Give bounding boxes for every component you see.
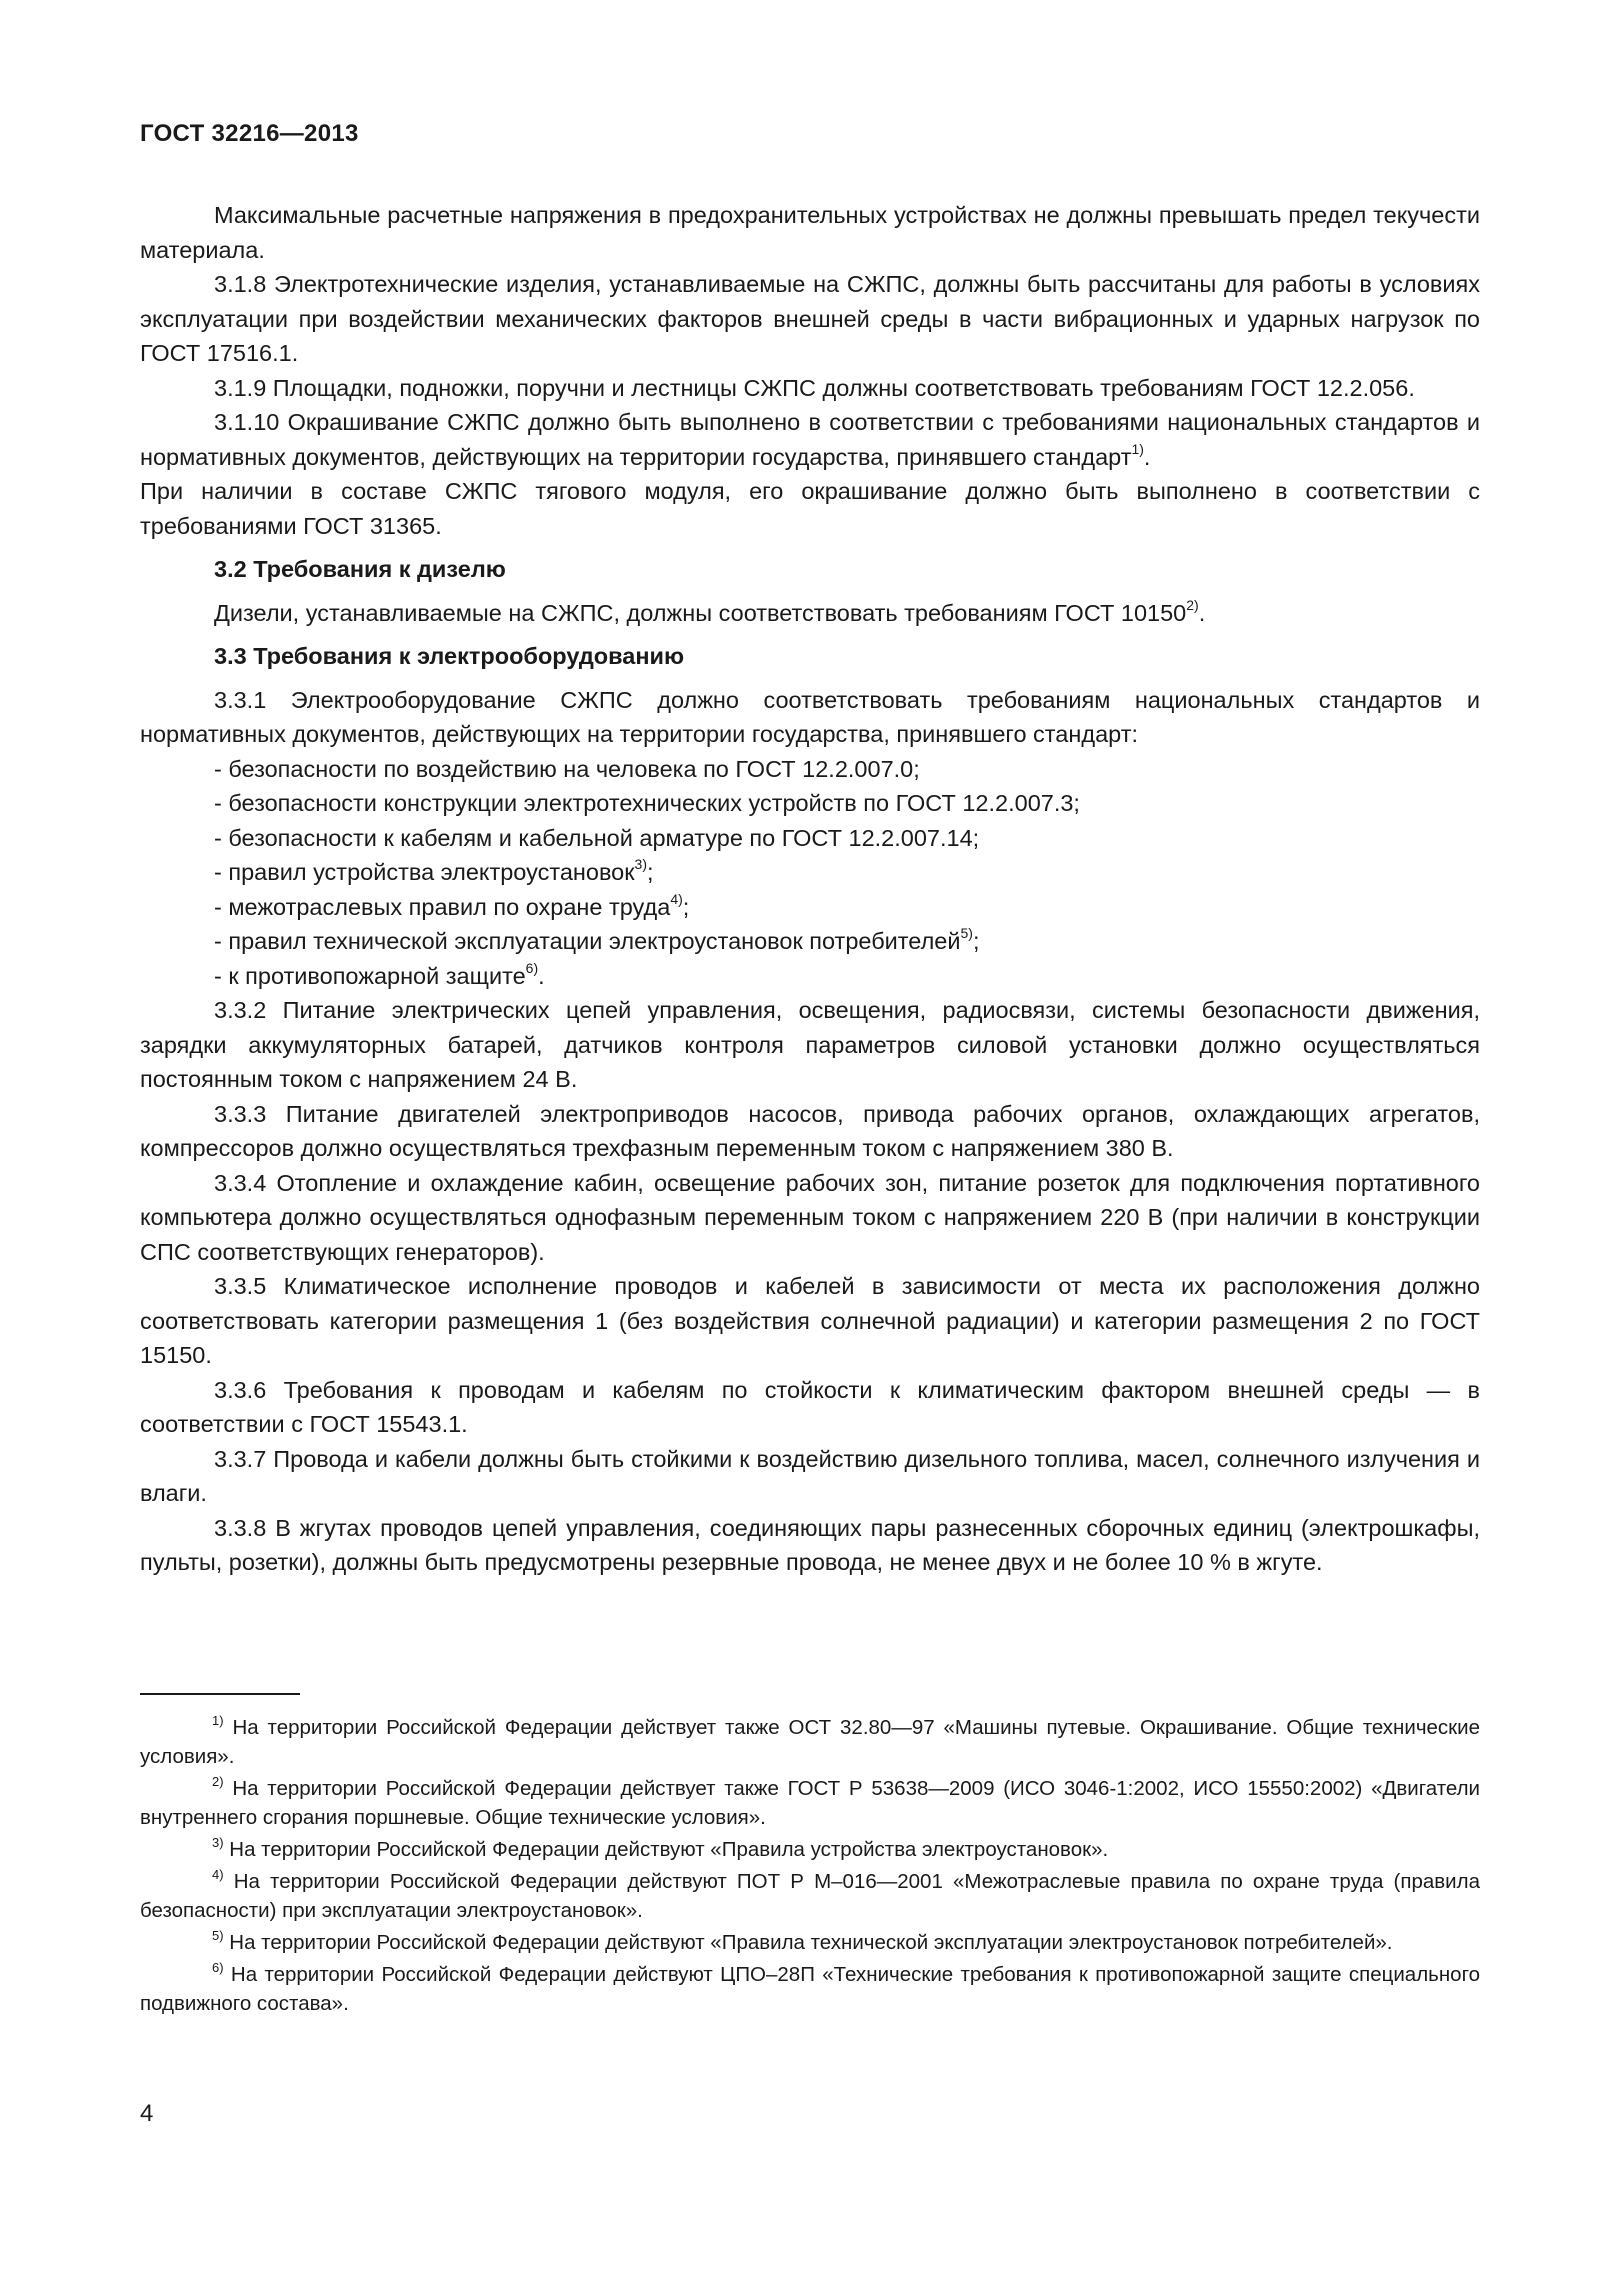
footnote-ref-3: 3) bbox=[634, 856, 647, 873]
footnote-text: На территории Российской Федерации действуют «Правила устройства электроустановок». bbox=[229, 1838, 1109, 1861]
paragraph-3-1-8: 3.1.8 Электротехнические изделия, устанавливаемые на СЖПС, должны быть рассчитаны для работы в условиях эксплуатации при воздействии механических факторов внешней среды в части вибрационных и ударных нагрузок по ГОСТ 17516.1. bbox=[140, 271, 1480, 366]
footnote bbox=[140, 1928, 1480, 1957]
footnote-mark: 5) bbox=[212, 1928, 224, 1944]
list-item: - безопасности конструкции электротехнических устройств по ГОСТ 12.2.007.3; bbox=[214, 790, 1080, 816]
paragraph-3-1-10-text: 3.1.10 Окрашивание СЖПС должно быть выполнено в соответствии с требованиями национальных стандартов и нормативных документов, действующих на территории государства, принявшего стандарт bbox=[140, 409, 1480, 470]
footnote-text: На территории Российской Федерации действуют ПОТ Р М–016—2001 «Межотраслевые правила по охране труда (правила безопасности) при эксплуатации электроустановок». bbox=[140, 1870, 1480, 1922]
paragraph-3-3-1: 3.3.1 Электрооборудование СЖПС должно соответствовать требованиям национальных стандартов и нормативных документов, действующих на территории государства, принявшего стандарт: bbox=[140, 686, 1480, 747]
footnote-ref-2: 2) bbox=[1186, 596, 1199, 613]
list-item: - межотраслевых правил по охране труда$^{4)}$; bbox=[214, 890, 690, 920]
list-item: - к противопожарной защите$^{6)}$. bbox=[214, 959, 545, 989]
list-item: - правил устройства электроустановок$^{3)}$; bbox=[214, 856, 654, 885]
footnote-ref-4: 4) bbox=[670, 890, 683, 907]
footnote-mark: 2) bbox=[212, 1774, 224, 1790]
paragraph-3-1-9: 3.1.9 Площадки, подножки, поручни и лестницы СЖПС должны соответствовать требованиям ГОСТ 12.2.056. bbox=[214, 374, 1415, 401]
footnote-text: На территории Российской Федерации действует также ГОСТ Р 53638—2009 (ИСО 3046-1:2002, ИСО 15550:2002) «Двигатели внутреннего сгорания поршневые. Общие технические условия». bbox=[140, 1777, 1480, 1829]
paragraph-3-3-5: 3.3.5 Климатическое исполнение проводов и кабелей в зависимости от места их расположения должно соответствовать категории размещения 1 (без воздействия солнечной радиации) и категории размещения 2 по ГОСТ 15150. bbox=[140, 1273, 1480, 1368]
paragraph-3-3-8: 3.3.8 В жгутах проводов цепей управления, соединяющих пары разнесенных сборочных единиц (электрошкафы, пульты, розетки), должны быть предусмотрены резервные провода, не менее двух и не более 10 % в жгуте. bbox=[140, 1514, 1480, 1575]
footnote-separator bbox=[140, 1693, 300, 1695]
footnote bbox=[140, 1835, 1480, 1864]
footnote-mark: 4) bbox=[212, 1867, 224, 1883]
footnote-mark: 1) bbox=[212, 1713, 224, 1729]
paragraph-3-1-10-traction: При наличии в составе СЖПС тягового модуля, его окрашивание должно быть выполнено в соответствии с требованиями ГОСТ 31365. bbox=[140, 478, 1480, 539]
paragraph-3-3-2: 3.3.2 Питание электрических цепей управления, освещения, радиосвязи, системы безопасности движения, зарядки аккумуляторных батарей, датчиков контроля параметров силовой установки должно осуществляться постоянным током с напряжением 24 В. bbox=[140, 997, 1480, 1092]
paragraph-3-3-6: 3.3.6 Требования к проводам и кабелям по стойкости к климатическим фактором внешней среды — в соответствии с ГОСТ 15543.1. bbox=[140, 1376, 1480, 1437]
paragraph-3-2-end: . bbox=[1198, 599, 1206, 626]
paragraph-3-3-7: 3.3.7 Провода и кабели должны быть стойкими к воздействию дизельного топлива, масел, солнечного излучения и влаги. bbox=[140, 1445, 1480, 1506]
footnotes bbox=[140, 1713, 1480, 2021]
footnote-ref-1: 1) bbox=[1131, 440, 1144, 457]
paragraph-3-2-text: Дизели, устанавливаемые на СЖПС, должны соответствовать требованиям ГОСТ 10150 bbox=[214, 599, 1187, 626]
requirements-list bbox=[140, 752, 1480, 994]
list-item: - правил технической эксплуатации электроустановок потребителей$^{5)}$; bbox=[214, 925, 980, 954]
footnote-text: На территории Российской Федерации действуют ЦПО–28П «Технические требования к противопожарной защите специального подвижного состава». bbox=[140, 1963, 1480, 2015]
footnote-ref-6: 6) bbox=[525, 959, 539, 976]
footnote-mark: 6) bbox=[212, 1960, 224, 1976]
footnote bbox=[140, 1867, 1480, 1925]
document-header-code: ГОСТ 32216—2013 bbox=[140, 120, 359, 147]
footnote bbox=[140, 1713, 1480, 1771]
paragraph-3-3-3: 3.3.3 Питание двигателей электроприводов насосов, привода рабочих органов, охлаждающих агрегатов, компрессоров должно осуществляться трехфазным переменным током с напряжением 380 В. bbox=[140, 1100, 1480, 1161]
footnote bbox=[140, 1960, 1480, 2018]
footnote-mark: 3) bbox=[212, 1835, 224, 1851]
footnote bbox=[140, 1774, 1480, 1832]
footnote-text: На территории Российской Федерации действуют «Правила технической эксплуатации электроустановок потребителей». bbox=[229, 1931, 1393, 1954]
paragraph-stress-limit: Максимальные расчетные напряжения в предохранительных устройствах не должны превышать предел текучести материала. bbox=[140, 202, 1480, 263]
section-heading-3-3: 3.3 Требования к электрооборудованию bbox=[214, 643, 685, 669]
list-item: - безопасности по воздействию на человека по ГОСТ 12.2.007.0; bbox=[214, 755, 920, 782]
list-item: - безопасности к кабелям и кабельной арматуре по ГОСТ 12.2.007.14; bbox=[214, 824, 980, 851]
footnote-text: На территории Российской Федерации действует также ОСТ 32.80—97 «Машины путевые. Окрашивание. Общие технические условия». bbox=[140, 1716, 1480, 1768]
document-body bbox=[140, 198, 1480, 1580]
page-number: 4 bbox=[140, 2100, 154, 2127]
paragraph-3-1-10 bbox=[140, 405, 1480, 474]
paragraph-3-3-4: 3.3.4 Отопление и охлаждение кабин, освещение рабочих зон, питание розеток для подключения портативного компьютера должно осуществляться однофазным переменным током с напряжением 220 В (при наличии в конструкции СПС соответствующих генераторов). bbox=[140, 1169, 1480, 1265]
paragraph-3-2 bbox=[140, 596, 1480, 631]
section-heading-3-2: 3.2 Требования к дизелю bbox=[214, 556, 506, 582]
paragraph-3-1-10-end: . bbox=[1143, 443, 1151, 470]
footnote-ref-5: 5) bbox=[960, 925, 973, 942]
